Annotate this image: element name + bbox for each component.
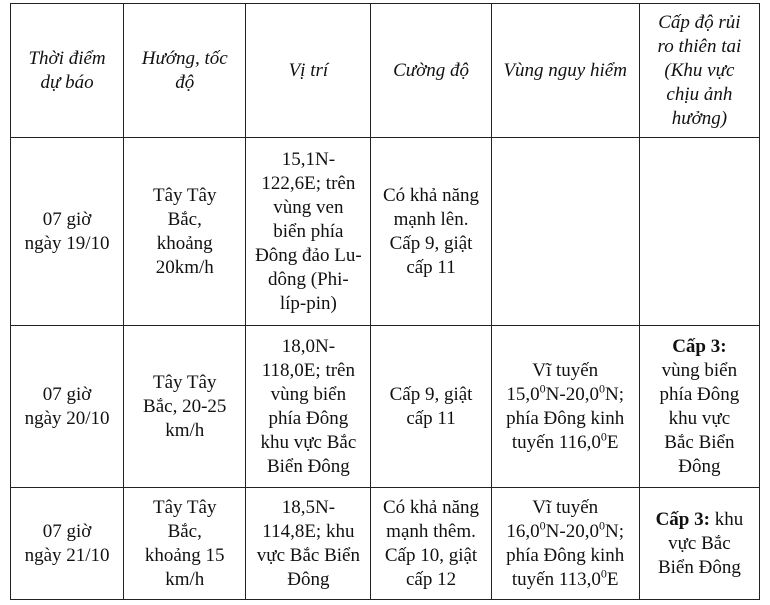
cell-intensity: Có khả năng mạnh thêm. Cấp 10, giật cấp 12: [371, 488, 491, 600]
table-row: [11, 488, 760, 600]
cell-direction: Tây Tây Bắc, khoảng 15 km/h: [124, 488, 246, 600]
latitude-range: 16,0$^0$N-20,0$^0$N;: [506, 518, 624, 542]
header-intensity: Cường độ: [371, 4, 491, 138]
longitude: tuyến 113,0$^0$E: [511, 566, 619, 590]
cell-danger-zone: Vĩ tuyến 15,0$^0$N-20,0$^0$N; phía Đông kinh tuyến 116,0$^0$E: [491, 326, 639, 488]
cell-intensity: Cấp 9, giật cấp 11: [371, 326, 491, 488]
cell-time: 07 giờ ngày 19/10: [11, 138, 124, 326]
table-header-row: [11, 4, 760, 138]
header-danger-zone: Vùng nguy hiểm: [491, 4, 639, 138]
cell-intensity: Có khả năng mạnh lên. Cấp 9, giật cấp 11: [371, 138, 491, 326]
header-time: Thời điểm dự báo: [11, 4, 124, 138]
cell-danger-zone: Vĩ tuyến 16,0$^0$N-20,0$^0$N; phía Đông kinh tuyến 113,0$^0$E: [491, 488, 639, 600]
header-position: Vị trí: [246, 4, 371, 138]
cell-time: 07 giờ ngày 20/10: [11, 326, 124, 488]
cell-danger-zone: [491, 138, 639, 326]
cell-position: 18,0N- 118,0E; trên vùng biển phía Đông khu vực Bắc Biển Đông: [246, 326, 371, 488]
cell-position: 18,5N- 114,8E; khu vực Bắc Biển Đông: [246, 488, 371, 600]
cell-risk-level: Cấp 3: vùng biển phía Đông khu vực Bắc Biển Đông: [639, 326, 759, 488]
risk-level-bold: Cấp 3:: [655, 508, 710, 530]
cell-risk-level: Cấp 3: khu vực Bắc Biển Đông: [639, 488, 759, 600]
table-row: [11, 138, 760, 326]
cell-direction: Tây Tây Bắc, khoảng 20km/h: [124, 138, 246, 326]
latitude-range: 15,0$^0$N-20,0$^0$N;: [506, 381, 624, 405]
cell-position: 15,1N- 122,6E; trên vùng ven biển phía Đông đảo Lu- dông (Phi- líp-pin): [246, 138, 371, 326]
header-risk-level: Cấp độ rủi ro thiên tai (Khu vực chịu ảnh hưởng): [639, 4, 759, 138]
longitude: tuyến 116,0$^0$E: [511, 429, 619, 453]
cell-risk-level: [639, 138, 759, 326]
cell-time: 07 giờ ngày 21/10: [11, 488, 124, 600]
cell-direction: Tây Tây Bắc, 20-25 km/h: [124, 326, 246, 488]
risk-level-bold: Cấp 3:: [672, 335, 727, 357]
storm-forecast-table: [10, 3, 760, 600]
header-direction: Hướng, tốc độ: [124, 4, 246, 138]
table-row: [11, 326, 760, 488]
